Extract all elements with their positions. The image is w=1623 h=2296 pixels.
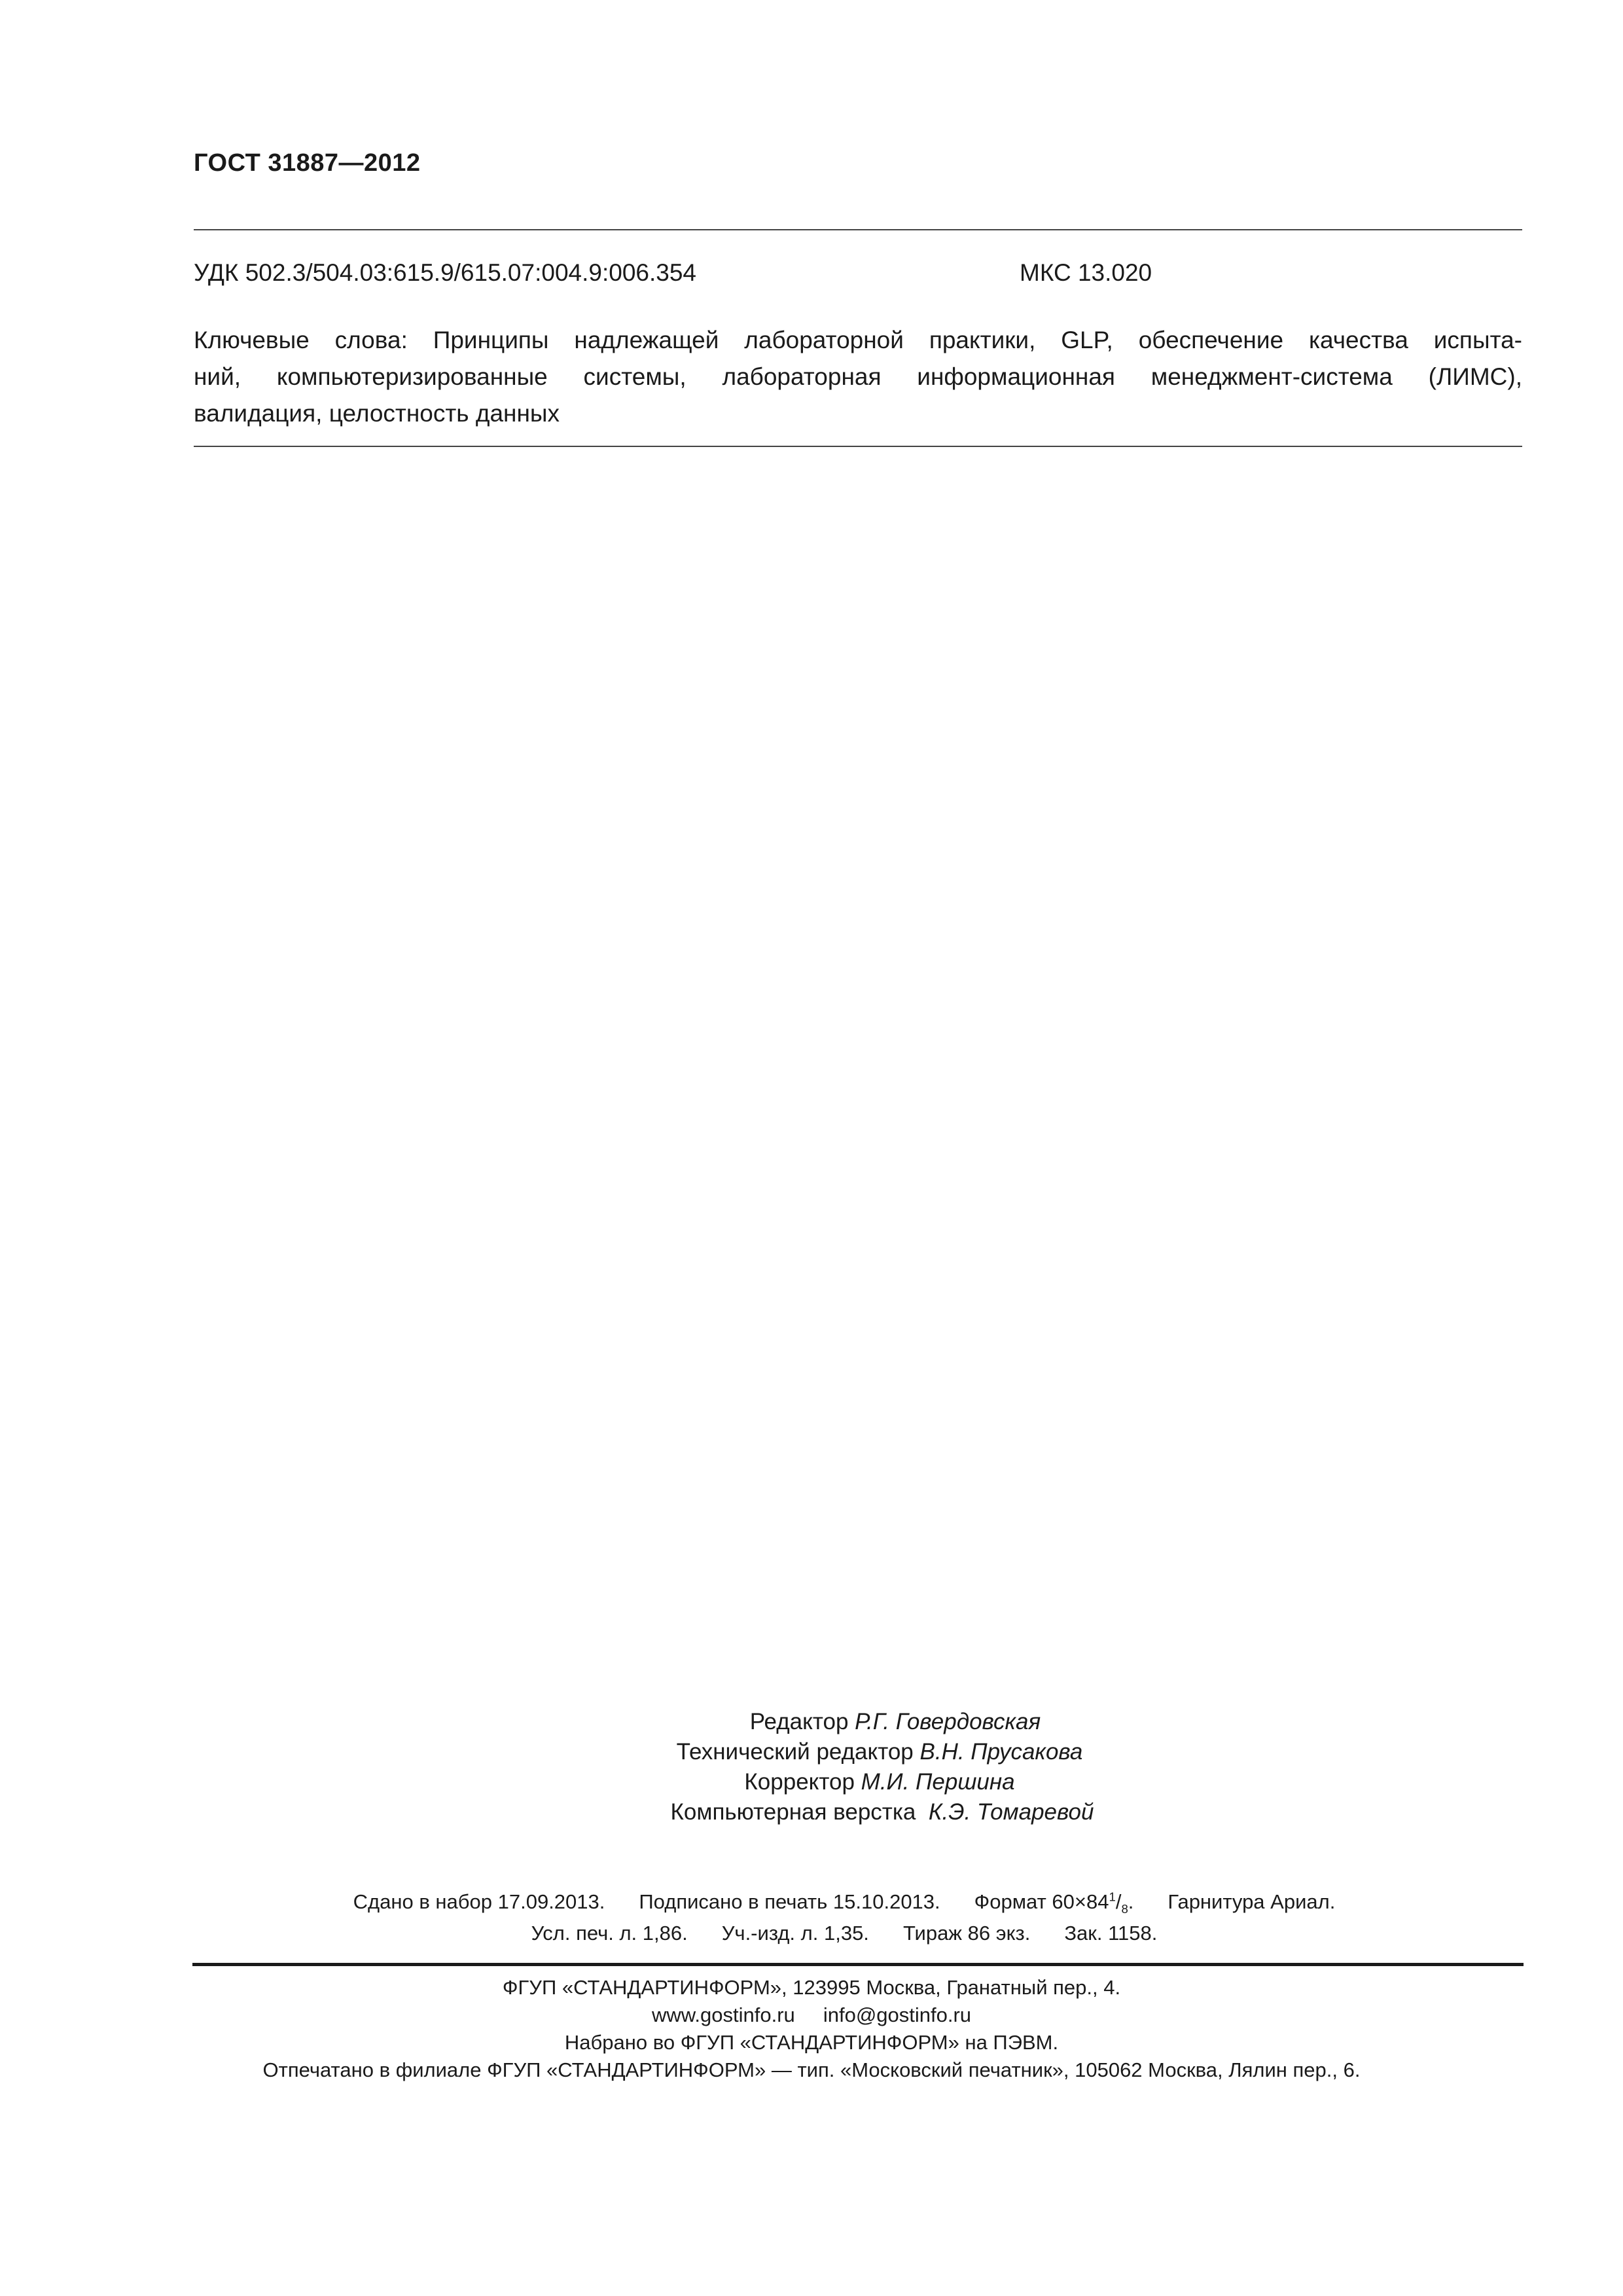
corrector-role: Корректор — [744, 1769, 855, 1795]
mks-code: МКС 13.020 — [1020, 259, 1152, 286]
footer-divider — [192, 1963, 1524, 1966]
print-run: Тираж 86 экз. — [902, 1922, 1031, 1945]
editor-credit — [84, 1707, 1623, 1737]
publisher-address: ФГУП «СТАНДАРТИНФОРМ», 123995 Москва, Гранатный пер., 4. — [502, 1976, 1121, 1999]
corrector-name: М.И. Першина — [861, 1769, 1015, 1795]
top-divider — [194, 229, 1522, 230]
publisher-sheets: Уч.-изд. л. 1,35. — [721, 1922, 869, 1945]
email-link[interactable]: info@gostinfo.ru — [823, 2003, 972, 2026]
layout-name: К.Э. Томаревой — [928, 1799, 1094, 1825]
credits-block — [0, 1707, 1623, 1827]
udc-code: УДК 502.3/504.03:615.9/615.07:004.9:006.354 — [194, 259, 696, 286]
order-number: Зак. 1158. — [1064, 1922, 1158, 1945]
contact-line — [0, 2001, 1623, 2029]
print-details — [0, 1886, 1623, 1949]
keywords-line-2: ний, компьютеризированные системы, лабораторная информационная менеджмент-система (ЛИМС), — [194, 363, 1522, 390]
print-details-row-2 — [33, 1918, 1623, 1949]
publisher-footer — [0, 1974, 1623, 2084]
keywords-block — [194, 322, 1522, 432]
paper-format: Формат $60\times 84^1/_8$. — [974, 1890, 1134, 1916]
signed-date: Подписано в печать 15.10.2013. — [639, 1890, 940, 1913]
keywords-divider — [194, 446, 1522, 447]
keywords-line-1: Ключевые слова: Принципы надлежащей лабораторной практики, GLP, обеспечение качества испыта- — [194, 327, 1522, 353]
website-link[interactable]: www.gostinfo.ru — [651, 2003, 795, 2026]
corrector-credit — [68, 1767, 1623, 1797]
editor-name: Р.Г. Говердовская — [855, 1709, 1041, 1734]
keywords-line-3: валидация, целостность данных — [194, 400, 560, 427]
printer-note: Отпечатано в филиале ФГУП «СТАНДАРТИНФОРМ» — тип. «Московский печатник», 105062 Москва, Лялин пер., 6. — [262, 2058, 1361, 2081]
sent-date: Сдано в набор 17.09.2013. — [353, 1890, 605, 1913]
typeface: Гарнитура Ариал. — [1168, 1890, 1336, 1913]
typeset-note: Набрано во ФГУП «СТАНДАРТИНФОРМ» на ПЭВМ. — [564, 2031, 1059, 2054]
tech-editor-name: В.Н. Прусакова — [919, 1739, 1083, 1765]
layout-credit — [71, 1797, 1623, 1827]
print-details-row-1 — [33, 1886, 1623, 1918]
layout-role: Компьютерная верстка — [670, 1799, 916, 1825]
document-designation: ГОСТ 31887—2012 — [194, 149, 421, 177]
printed-sheets: Усл. печ. л. 1,86. — [531, 1922, 688, 1945]
tech-editor-role: Технический редактор — [676, 1739, 914, 1765]
editor-role: Редактор — [749, 1709, 849, 1734]
tech-editor-credit — [68, 1737, 1623, 1767]
